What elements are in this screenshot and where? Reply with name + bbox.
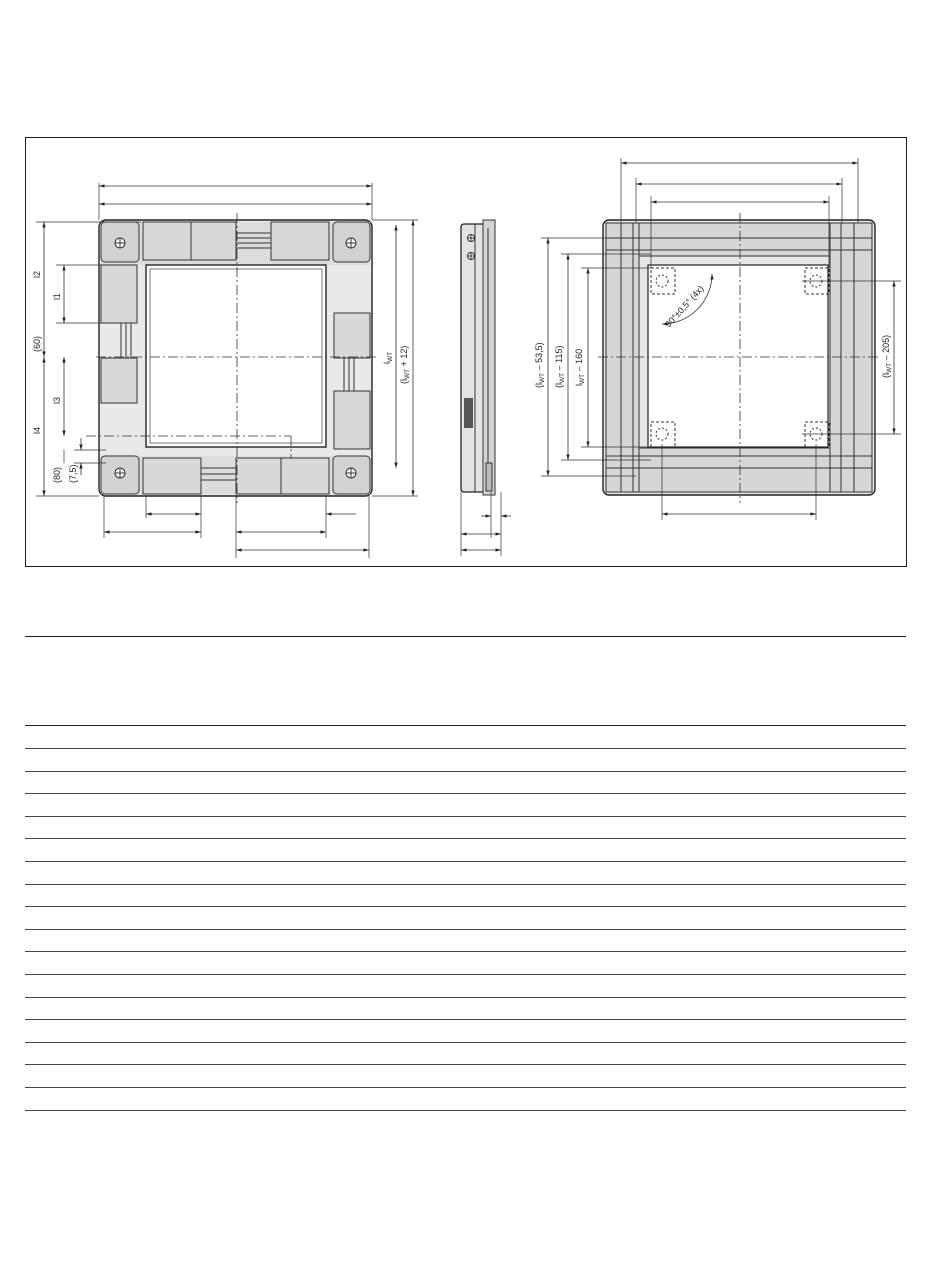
label-angle: 90°±0,5° (4x) xyxy=(663,283,706,330)
table-row xyxy=(25,1019,906,1020)
table-top-rule xyxy=(25,636,906,637)
label-60: (60) xyxy=(32,335,42,352)
label-wt-minus-205: $(l_{WT} - 205)$ xyxy=(881,334,893,378)
table-row xyxy=(25,884,906,885)
table-row xyxy=(25,771,906,772)
table-row xyxy=(25,816,906,817)
technical-drawing xyxy=(26,138,906,566)
table-row xyxy=(25,906,906,907)
front-view xyxy=(36,183,418,558)
label-wt-minus-160: $l_{WT} - 160$ xyxy=(574,348,586,386)
table-row xyxy=(25,1064,906,1065)
technical-drawing-frame xyxy=(25,137,907,567)
label-l2: l2 xyxy=(32,270,42,278)
label-l-wt: $l_{WT}$ xyxy=(382,351,394,364)
label-l3: l3 xyxy=(52,396,62,404)
table-row xyxy=(25,861,906,862)
screw-icon xyxy=(115,468,125,478)
label-7-5: (7,5) xyxy=(68,464,78,483)
table-row xyxy=(25,974,906,975)
table-row xyxy=(25,1087,906,1088)
side-view xyxy=(461,220,511,556)
screw-icon xyxy=(346,468,356,478)
screw-icon xyxy=(115,238,125,248)
label-l1: l1 xyxy=(52,292,62,300)
table-row xyxy=(25,1110,906,1111)
table-row xyxy=(25,793,906,794)
front-inner-window xyxy=(146,265,326,447)
table-header-rule xyxy=(25,725,906,726)
screw-icon xyxy=(467,234,475,242)
label-l-wt-plus-12: $(l_{WT} + 12)$ xyxy=(399,345,411,384)
table-row xyxy=(25,1042,906,1043)
table-row xyxy=(25,951,906,952)
label-80: (80) xyxy=(52,466,62,483)
screw-icon xyxy=(346,238,356,248)
screw-icon xyxy=(467,252,475,260)
label-l4: l4 xyxy=(32,426,42,434)
label-wt-minus-53-5: $(l_{WT} - 53,5)$ xyxy=(534,342,546,388)
table-row xyxy=(25,997,906,998)
rear-view xyxy=(541,158,901,520)
table-row xyxy=(25,929,906,930)
table-row xyxy=(25,838,906,839)
label-wt-minus-115: $(l_{WT} - 115)$ xyxy=(554,345,566,388)
table-row xyxy=(25,748,906,749)
